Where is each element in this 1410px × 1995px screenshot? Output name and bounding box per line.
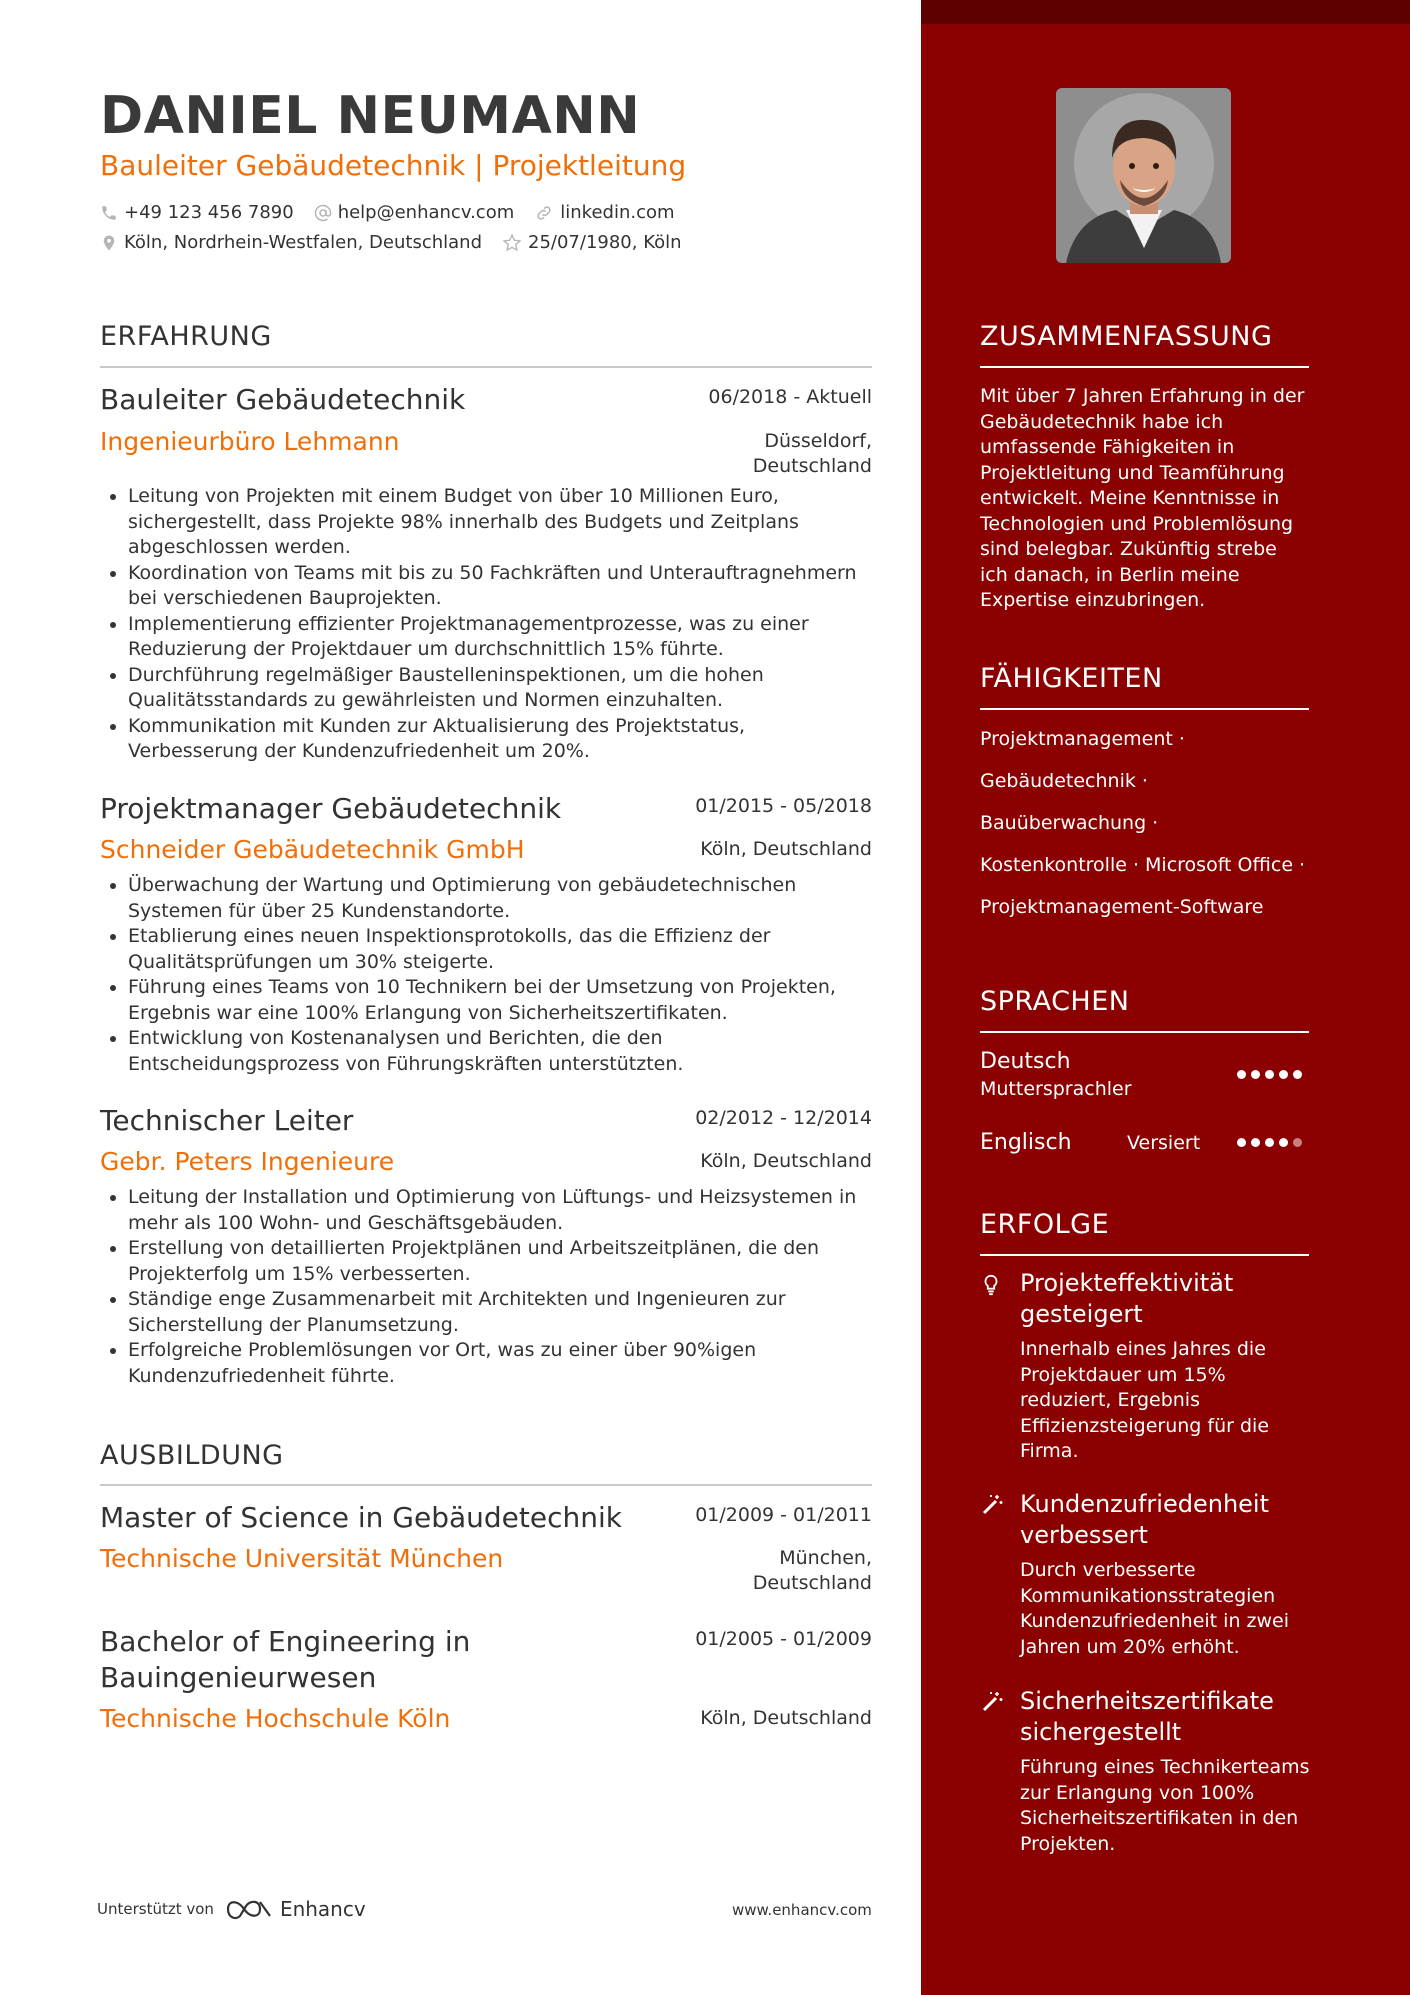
skill-item: Gebäudetechnik · xyxy=(980,770,1148,792)
phone-contact[interactable] xyxy=(100,202,294,223)
achievement-title: Sicherheitszertifikate sichergestellt xyxy=(1020,1687,1274,1746)
achievement-desc: Führung eines Technikerteams zur Erlangung von 100% Sicherheitszertifikaten in den Projekten. xyxy=(1020,1756,1310,1855)
achievements-title: ERFOLGE xyxy=(980,1209,1110,1240)
language-rating xyxy=(1237,1138,1307,1147)
enhancv-logo-icon xyxy=(224,1896,274,1922)
school-location xyxy=(753,1546,872,1596)
bullet-item: • Kommunikation mit Kunden zur Aktualisierung des Projektstatus, Verbesserung der Kundenzufriedenheit um 20%. xyxy=(128,714,872,765)
achievement-title: Kundenzufriedenheit verbessert xyxy=(1020,1490,1269,1549)
language-level: Versiert xyxy=(1127,1132,1201,1154)
location-contact xyxy=(100,232,482,253)
education-divider xyxy=(100,1484,872,1486)
languages-title: SPRACHEN xyxy=(980,986,1130,1017)
summary-text: Mit über 7 Jahren Erfahrung in der Gebäudetechnik habe ich umfassende Fähigkeiten in Projektleitung und Teamführung entwickelt. Meine Kenntnisse in Technologien und Problemlösung sind belegbar. Zukünftig strebe ich danach, in Berlin meine Expertise einzubringen. xyxy=(980,385,1305,611)
skills-divider xyxy=(980,708,1309,710)
bullet-item: • Erfolgreiche Problemlösungen vor Ort, was zu einer über 90%igen Kundenzufriedenheit führte. xyxy=(128,1338,872,1389)
job-company: Gebr. Peters Ingenieure xyxy=(100,1147,395,1176)
bullet-item: • Durchführung regelmäßiger Baustelleninspektionen, um die hohen Qualitätsstandards zu gewährleisten und Normen einzuhalten. xyxy=(128,663,872,714)
powered-by-text: Unterstützt von xyxy=(97,1900,214,1918)
footer-website[interactable]: www.enhancv.com xyxy=(732,1901,872,1919)
email-text: help@enhancv.com xyxy=(337,202,515,223)
job-date: 06/2018 - Aktuell xyxy=(708,386,872,408)
job-location xyxy=(753,429,872,479)
education-section-title: AUSBILDUNG xyxy=(100,1440,284,1471)
achievement-desc: Innerhalb eines Jahres die Projektdauer um 15% reduziert, Ergebnis Effizienzsteigerung für die Firma. xyxy=(1020,1338,1270,1462)
bullet-item: • Etablierung eines neuen Inspektionsprotokolls, das die Effizienz der Qualitätsprüfungen um 30% steigerte. xyxy=(128,924,872,975)
experience-divider xyxy=(100,366,872,368)
job-location-line1: Düsseldorf, xyxy=(764,430,872,452)
achievements-section xyxy=(980,1208,1309,1242)
rating-dot xyxy=(1251,1138,1260,1147)
job-location: Köln, Deutschland xyxy=(700,838,872,860)
bullet-item: • Führung eines Teams von 10 Technikern bei der Umsetzung von Projekten, Ergebnis war eine 100% Erlangung von Sicherheitszertifikaten. xyxy=(128,975,872,1026)
degree-title xyxy=(100,1624,470,1696)
candidate-title: Bauleiter Gebäudetechnik | Projektleitung xyxy=(100,149,687,182)
rating-dot xyxy=(1251,1070,1260,1079)
magic-wand-icon xyxy=(980,1690,1004,1714)
rating-dot xyxy=(1237,1138,1246,1147)
lightbulb-icon xyxy=(980,1273,1002,1297)
footer-powered-by xyxy=(97,1896,366,1922)
linkedin-text: linkedin.com xyxy=(560,202,675,223)
bullet-item: • Erstellung von detaillierten Projektplänen und Arbeitszeitplänen, die den Projekterfolg um 15% verbesserten. xyxy=(128,1236,872,1287)
experience-section-title: ERFAHRUNG xyxy=(100,321,272,352)
job-bullets xyxy=(100,1185,872,1389)
bullet-item: • Überwachung der Wartung und Optimierung von gebäudetechnischen Systemen für über 25 Kundenstandorte. xyxy=(128,873,872,924)
rating-dot xyxy=(1265,1070,1274,1079)
job-company: Ingenieurbüro Lehmann xyxy=(100,427,400,456)
language-name: Englisch xyxy=(980,1130,1072,1155)
skills-section xyxy=(980,662,1309,696)
achievements-divider xyxy=(980,1254,1309,1256)
achievement-desc: Durch verbesserte Kommunikationsstrategien Kundenzufriedenheit in zwei Jahren um 20% erhöht. xyxy=(1020,1559,1290,1658)
birth-contact xyxy=(502,232,682,253)
birth-text: 25/07/1980, Köln xyxy=(528,232,682,253)
job-bullets xyxy=(100,873,872,1077)
candidate-name: DANIEL NEUMANN xyxy=(100,86,641,146)
phone-icon xyxy=(100,204,118,222)
degree-date: 01/2009 - 01/2011 xyxy=(695,1504,872,1526)
bullet-item: • Entwicklung von Kostenanalysen und Berichten, die den Entscheidungsprozess von Führungskräften unterstützten. xyxy=(128,1026,872,1077)
bullet-item: • Implementierung effizienter Projektmanagementprozesse, was zu einer Reduzierung der Projektdauer um durchschnittlich 15% führte. xyxy=(128,612,872,663)
summary-title: ZUSAMMENFASSUNG xyxy=(980,321,1273,352)
at-icon xyxy=(314,204,332,222)
school-name: Technische Universität München xyxy=(100,1544,504,1573)
skill-item: Bauüberwachung · xyxy=(980,812,1159,834)
rating-dot xyxy=(1279,1138,1288,1147)
email-contact[interactable] xyxy=(314,202,515,223)
language-rating xyxy=(1237,1070,1307,1079)
bullet-item: • Leitung der Installation und Optimierung von Lüftungs- und Heizsystemen in mehr als 100 Wohn- und Geschäftsgebäuden. xyxy=(128,1185,872,1236)
summary-divider xyxy=(980,366,1309,368)
school-location-line1: München, xyxy=(779,1547,872,1569)
rating-dot xyxy=(1237,1070,1246,1079)
skill-item: Kostenkontrolle · Microsoft Office · xyxy=(980,854,1306,876)
magic-wand-icon xyxy=(980,1493,1004,1517)
school-name: Technische Hochschule Köln xyxy=(100,1704,451,1733)
job-title: Projektmanager Gebäudetechnik xyxy=(100,792,562,825)
job-location-line2: Deutschland xyxy=(752,455,872,477)
rating-dot xyxy=(1279,1070,1288,1079)
job-title: Bauleiter Gebäudetechnik xyxy=(100,383,466,416)
profile-photo xyxy=(1056,88,1231,263)
link-icon xyxy=(534,204,554,222)
rating-dot xyxy=(1293,1070,1302,1079)
degree-title-line2: Bauingenieurwesen xyxy=(100,1661,377,1694)
degree-title-line1: Bachelor of Engineering in xyxy=(100,1625,471,1658)
skill-item: Projektmanagement-Software xyxy=(980,896,1264,918)
star-icon xyxy=(502,233,522,253)
rating-dot xyxy=(1265,1138,1274,1147)
skill-item: Projektmanagement · xyxy=(980,728,1185,750)
school-location-line2: Deutschland xyxy=(752,1572,872,1594)
sidebar-top-band xyxy=(921,0,1410,24)
brand-name[interactable]: Enhancv xyxy=(279,1897,366,1921)
degree-title: Master of Science in Gebäudetechnik xyxy=(100,1501,622,1534)
job-date: 01/2015 - 05/2018 xyxy=(695,795,872,817)
job-location: Köln, Deutschland xyxy=(700,1150,872,1172)
bullet-item: • Leitung von Projekten mit einem Budget von über 10 Millionen Euro, sichergestellt, dass Projekte 98% innerhalb des Budgets und Zeitplans abgeschlossen werden. xyxy=(128,484,872,561)
degree-date: 01/2005 - 01/2009 xyxy=(695,1628,872,1650)
languages-divider xyxy=(980,1031,1309,1033)
job-bullets xyxy=(100,484,872,765)
bullet-item: • Koordination von Teams mit bis zu 50 Fachkräften und Unterauftragnehmern bei verschiedenen Bauprojekten. xyxy=(128,561,872,612)
location-text: Köln, Nordrhein-Westfalen, Deutschland xyxy=(124,232,482,253)
language-level: Muttersprachler xyxy=(980,1078,1132,1100)
location-pin-icon xyxy=(100,234,118,252)
bullet-item: • Ständige enge Zusammenarbeit mit Architekten und Ingenieuren zur Sicherstellung der Planumsetzung. xyxy=(128,1287,872,1338)
linkedin-contact[interactable] xyxy=(534,202,674,223)
phone-text: +49 123 456 7890 xyxy=(124,202,294,223)
job-company: Schneider Gebäudetechnik GmbH xyxy=(100,835,525,864)
contact-row-1 xyxy=(100,202,695,223)
job-title: Technischer Leiter xyxy=(100,1104,354,1137)
achievement-title: Projekteffektivität gesteigert xyxy=(1020,1269,1234,1328)
job-date: 02/2012 - 12/2014 xyxy=(695,1107,872,1129)
summary-section xyxy=(980,320,1309,354)
language-name: Deutsch xyxy=(980,1049,1071,1074)
contact-row-2 xyxy=(100,232,702,253)
languages-section xyxy=(980,985,1309,1019)
rating-dot xyxy=(1293,1138,1302,1147)
school-location: Köln, Deutschland xyxy=(700,1707,872,1729)
skills-title: FÄHIGKEITEN xyxy=(980,663,1163,694)
